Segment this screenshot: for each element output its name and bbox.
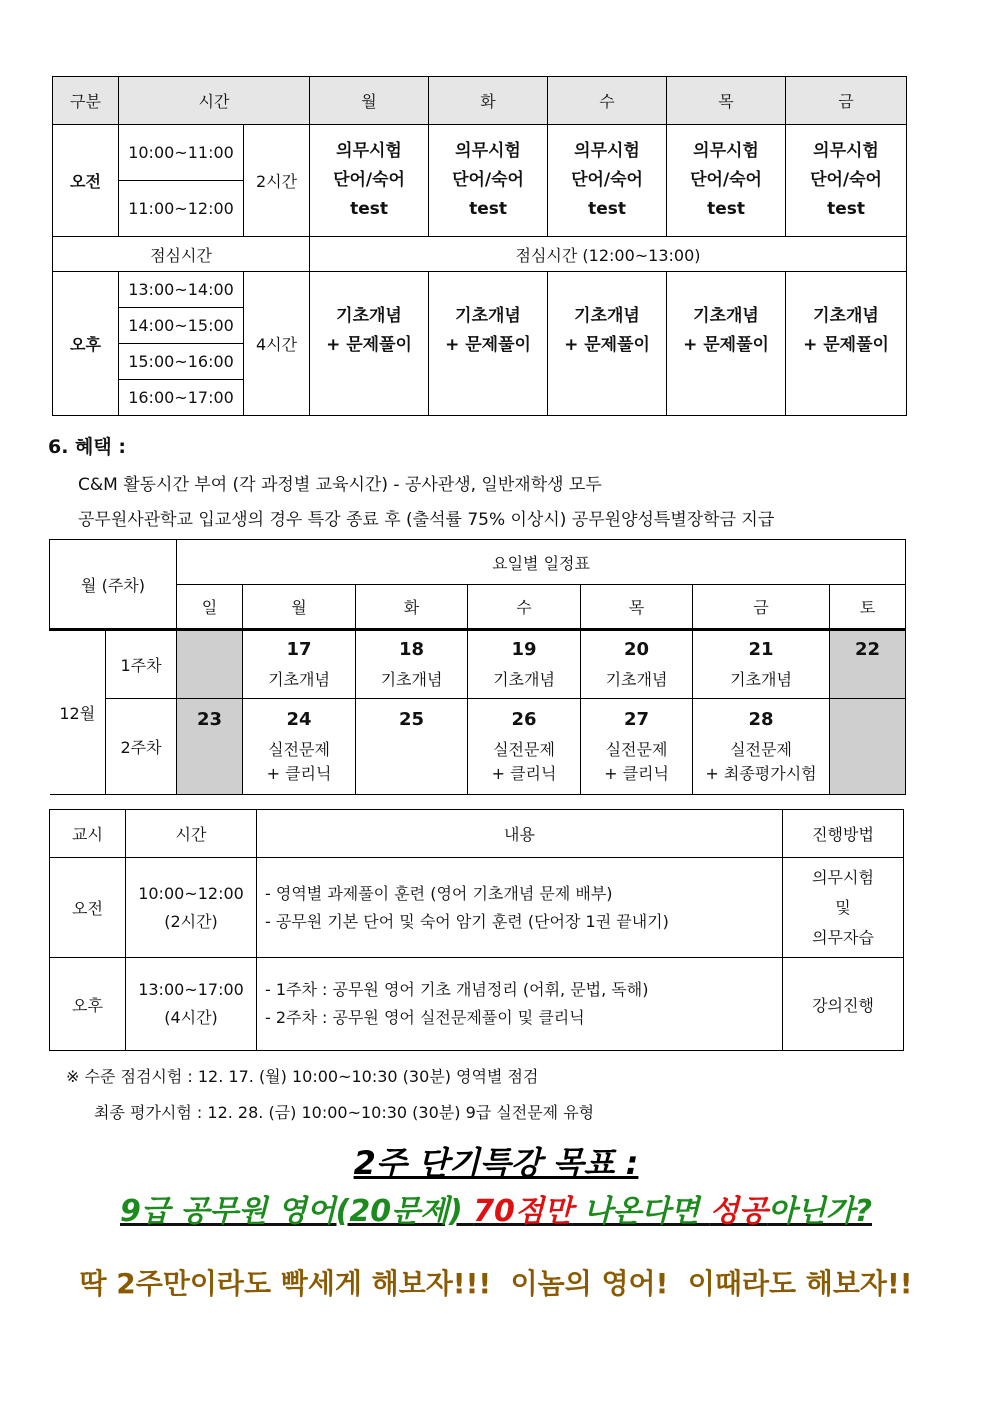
pm-line2: + 문제풀이 xyxy=(445,335,531,355)
date-number: 18 xyxy=(398,639,425,660)
am-duration: 2시간 xyxy=(244,125,310,237)
am-line3: test xyxy=(588,199,626,219)
pm-line1: 기초개념 xyxy=(574,306,640,326)
day-header-row xyxy=(50,585,906,630)
calendar-cell xyxy=(830,699,906,795)
plan-method xyxy=(783,958,904,1051)
date-number: 25 xyxy=(398,709,425,730)
plan-time-range: 10:00~12:00 xyxy=(138,883,244,903)
plan-period: 오전 xyxy=(50,858,126,958)
date-number: 20 xyxy=(623,639,650,660)
time-slot: 13:00~14:00 xyxy=(119,272,244,308)
header-fri: 금 xyxy=(786,77,907,125)
am-content-fri xyxy=(786,125,907,237)
date-content: 실전문제 + 클리닉 xyxy=(604,740,669,783)
benefits-line-1: C&M 활동시간 부여 (각 과정별 교육시간) - 공사관생, 일반재학생 모두 xyxy=(78,475,602,495)
calendar-cell xyxy=(693,699,830,795)
month-week-header: 월 (주차) xyxy=(50,540,177,630)
day-fri: 금 xyxy=(693,585,830,630)
pm-line1: 기초개념 xyxy=(336,306,402,326)
pm-line2: + 문제풀이 xyxy=(803,335,889,355)
calendar-cell xyxy=(693,630,830,699)
am-line1: 의무시험 xyxy=(336,141,402,161)
am-content-tue xyxy=(429,125,548,237)
day-wed: 수 xyxy=(468,585,581,630)
am-line3: test xyxy=(827,199,865,219)
plan-method xyxy=(783,858,904,958)
pm-line1: 기초개념 xyxy=(455,306,521,326)
time-slot: 10:00~11:00 xyxy=(119,125,244,181)
date-number: 27 xyxy=(623,709,650,730)
plan-content-line: - 영역별 과제풀이 훈련 (영어 기초개념 문제 배부) xyxy=(265,883,613,903)
lunch-text: 점심시간 (12:00~13:00) xyxy=(310,237,907,272)
goal-part-2: 70점만 xyxy=(473,1194,573,1229)
header-content: 내용 xyxy=(257,810,783,858)
calendar-title-row xyxy=(50,540,906,585)
calendar-cell xyxy=(581,630,693,699)
calendar-cell xyxy=(177,699,243,795)
am-line2: 단어/숙어 xyxy=(810,170,882,190)
calendar-cell xyxy=(356,699,468,795)
date-content: 기초개념 xyxy=(493,670,555,689)
table-header-row xyxy=(53,77,907,125)
day-mon: 월 xyxy=(243,585,356,630)
pm-line2: + 문제풀이 xyxy=(564,335,650,355)
header-method: 진행방법 xyxy=(783,810,904,858)
am-content-thu xyxy=(667,125,786,237)
time-slot: 11:00~12:00 xyxy=(119,181,244,237)
pm-content-wed xyxy=(548,272,667,416)
day-sun: 일 xyxy=(177,585,243,630)
date-content: 실전문제 + 클리닉 xyxy=(266,740,332,783)
plan-header-row xyxy=(50,810,904,858)
date-number: 28 xyxy=(748,709,774,730)
calendar-cell xyxy=(830,630,906,699)
goal-statement xyxy=(0,1186,992,1230)
header-mon: 월 xyxy=(310,77,429,125)
table-row xyxy=(50,858,904,958)
day-sat: 토 xyxy=(830,585,906,630)
date-content: 기초개념 xyxy=(730,670,792,689)
plan-content xyxy=(257,958,783,1051)
calendar-cell xyxy=(356,630,468,699)
calendar-cell xyxy=(581,699,693,795)
goal-title: 2주 단기특강 목표 : xyxy=(353,1144,639,1182)
pm-content-tue xyxy=(429,272,548,416)
week-label: 2주차 xyxy=(106,699,177,795)
plan-method-line: 강의진행 xyxy=(812,995,874,1015)
am-line3: test xyxy=(707,199,745,219)
month-label: 12월 xyxy=(50,630,106,795)
pm-content-mon xyxy=(310,272,429,416)
date-number: 24 xyxy=(286,709,312,730)
am-line1: 의무시험 xyxy=(574,141,640,161)
am-line2: 단어/숙어 xyxy=(333,170,405,190)
date-number: 19 xyxy=(511,639,537,660)
note-line-1: ※ 수준 점검시험 : 12. 17. (월) 10:00~10:30 (30분) 영역별 점검 xyxy=(66,1067,539,1086)
note-line-2: 최종 평가시험 : 12. 28. (금) 10:00~10:30 (30분) 9급 실전문제 유형 xyxy=(94,1103,595,1122)
am-label: 오전 xyxy=(53,125,119,237)
plan-content-line: - 2주차 : 공무원 영어 실전문제풀이 및 클리닉 xyxy=(265,1008,585,1027)
header-tue: 화 xyxy=(429,77,548,125)
date-number: 22 xyxy=(855,639,881,660)
plan-content-line: - 1주차 : 공무원 영어 기초 개념정리 (어휘, 문법, 독해) xyxy=(265,980,649,999)
date-number: 23 xyxy=(196,709,223,730)
header-wed: 수 xyxy=(548,77,667,125)
time-slot: 16:00~17:00 xyxy=(119,380,244,416)
goal-slogan: 딱 2주만이라도 빡세게 해보자!!! 이놈의 영어! 이때라도 해보자!! xyxy=(79,1267,913,1300)
plan-time xyxy=(126,858,257,958)
day-thu: 목 xyxy=(581,585,693,630)
date-content: 기초개념 xyxy=(605,670,668,689)
lunch-label: 점심시간 xyxy=(53,237,310,272)
table-row xyxy=(53,125,907,181)
pm-line2: + 문제풀이 xyxy=(683,335,769,355)
week-label: 1주차 xyxy=(106,630,177,699)
am-line1: 의무시험 xyxy=(693,141,759,161)
week-row-2 xyxy=(50,699,906,795)
am-content-wed xyxy=(548,125,667,237)
calendar-table xyxy=(49,539,906,795)
benefits-title: 6. 혜택 : xyxy=(48,436,126,458)
goal-part-1: 9급 공무원 영어(20문제) xyxy=(119,1194,474,1229)
am-line1: 의무시험 xyxy=(813,141,879,161)
time-slot: 14:00~15:00 xyxy=(119,308,244,344)
calendar-cell xyxy=(468,630,581,699)
daily-schedule-table xyxy=(52,76,907,416)
lunch-row xyxy=(53,237,907,272)
plan-time-hours: (4시간) xyxy=(164,1008,218,1027)
goal-part-3: 나온다면 xyxy=(572,1194,710,1229)
date-content: 기초개념 xyxy=(380,670,443,689)
date-number: 17 xyxy=(286,639,312,660)
goal-part-5: 아닌가? xyxy=(767,1194,873,1229)
header-period: 교시 xyxy=(50,810,126,858)
date-content: 실전문제 + 최종평가시험 xyxy=(705,740,817,783)
plan-time-range: 13:00~17:00 xyxy=(138,980,244,999)
pm-label: 오후 xyxy=(53,272,119,416)
date-content: 기초개념 xyxy=(268,670,330,689)
header-time: 시간 xyxy=(119,77,310,125)
am-content-mon xyxy=(310,125,429,237)
header-category: 구분 xyxy=(53,77,119,125)
calendar-cell xyxy=(243,699,356,795)
table-row xyxy=(53,272,907,308)
am-line2: 단어/숙어 xyxy=(571,170,643,190)
plan-time xyxy=(126,958,257,1051)
header-time: 시간 xyxy=(126,810,257,858)
plan-content xyxy=(257,858,783,958)
am-line1: 의무시험 xyxy=(455,141,521,161)
table-row xyxy=(50,958,904,1051)
pm-line2: + 문제풀이 xyxy=(326,335,412,355)
plan-content-line: - 공무원 기본 단어 및 숙어 암기 훈련 (단어장 1권 끝내기) xyxy=(265,911,669,931)
date-number: 21 xyxy=(748,639,774,660)
plan-method-line: 및 xyxy=(835,897,851,917)
calendar-cell xyxy=(177,630,243,699)
plan-method-line: 의무자습 xyxy=(812,927,874,947)
header-thu: 목 xyxy=(667,77,786,125)
time-slot: 15:00~16:00 xyxy=(119,344,244,380)
am-line2: 단어/숙어 xyxy=(690,170,762,190)
calendar-cell xyxy=(243,630,356,699)
pm-content-thu xyxy=(667,272,786,416)
plan-table xyxy=(49,809,904,1051)
am-line2: 단어/숙어 xyxy=(452,170,524,190)
pm-line1: 기초개념 xyxy=(693,306,759,326)
week-row-1 xyxy=(50,630,906,699)
schedule-header: 요일별 일정표 xyxy=(177,540,906,585)
date-number: 26 xyxy=(511,709,537,730)
plan-method-line: 의무시험 xyxy=(812,867,874,887)
day-tue: 화 xyxy=(356,585,468,630)
date-content: 실전문제 + 클리닉 xyxy=(491,740,557,783)
goal-part-4: 성공 xyxy=(709,1194,768,1229)
pm-duration: 4시간 xyxy=(244,272,310,416)
pm-content-fri xyxy=(786,272,907,416)
pm-line1: 기초개념 xyxy=(813,306,879,326)
plan-period: 오후 xyxy=(50,958,126,1051)
am-line3: test xyxy=(350,199,388,219)
plan-time-hours: (2시간) xyxy=(164,911,218,931)
am-line3: test xyxy=(469,199,507,219)
benefits-line-2: 공무원사관학교 입교생의 경우 특강 종료 후 (출석률 75% 이상시) 공무원양성특별장학금 지급 xyxy=(78,510,775,530)
calendar-cell xyxy=(468,699,581,795)
